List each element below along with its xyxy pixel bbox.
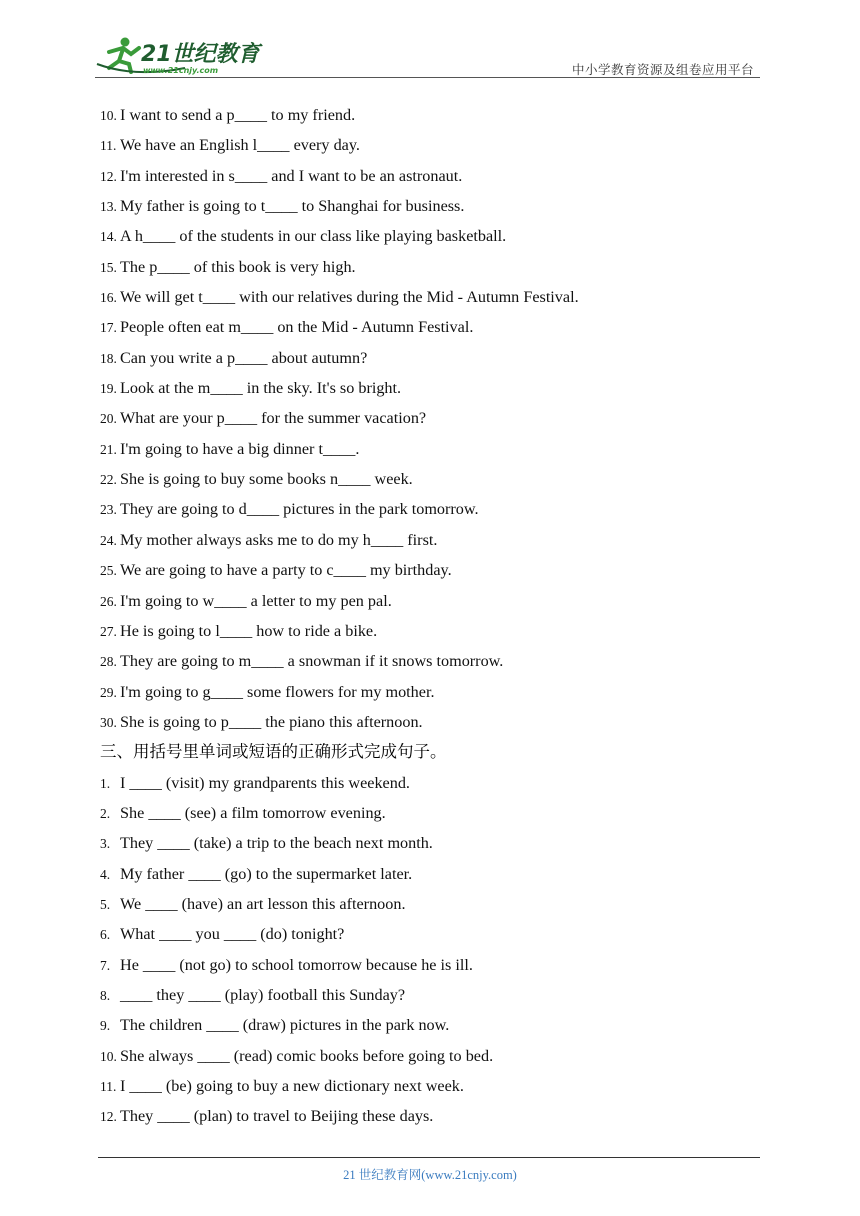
- question-item: [100, 105, 760, 135]
- question-text: I ____ (visit) my grandparents this weekend.: [120, 773, 410, 792]
- question-number: 12.: [100, 1109, 117, 1125]
- question-text: She is going to buy some books n____ week.: [120, 470, 413, 489]
- question-number: 27.: [100, 623, 117, 639]
- question-number: 11.: [100, 1079, 117, 1094]
- question-text: I'm interested in s____ and I want to be an astronaut.: [120, 166, 463, 185]
- question-number: 18.: [100, 350, 117, 366]
- question-number: 26.: [100, 593, 117, 609]
- question-text: She is going to p____ the piano this afternoon.: [120, 712, 423, 731]
- question-text: My father ____ (go) to the supermarket later.: [120, 864, 413, 883]
- question-text: We have an English l____ every day.: [120, 136, 360, 155]
- question-number: 14.: [100, 229, 117, 245]
- logo-url-text: www.21cnjy.com: [143, 66, 219, 75]
- section-3-title: 三、用括号里单词或短语的正确形式完成句子。: [100, 742, 447, 762]
- question-text: My mother always asks me to do my h____ first.: [120, 530, 438, 549]
- question-number: 16.: [100, 290, 117, 306]
- question-number: 19.: [100, 381, 117, 397]
- question-number: 29.: [100, 684, 117, 700]
- question-item: [100, 530, 760, 560]
- question-item: [100, 924, 760, 954]
- question-item: [100, 196, 760, 226]
- question-item: [100, 469, 760, 499]
- site-logo: [95, 34, 265, 76]
- worksheet-content: [100, 105, 760, 1137]
- footer-source: 21 世纪教育网(www.21cnjy.com): [343, 1168, 517, 1182]
- footer-divider: [98, 1157, 760, 1158]
- question-text: I want to send a p____ to my friend.: [120, 106, 356, 124]
- question-item: [100, 1076, 760, 1106]
- question-number: 9.: [100, 1018, 111, 1034]
- question-item: [100, 439, 760, 469]
- question-item: [100, 166, 760, 196]
- question-number: 11.: [100, 138, 117, 154]
- question-number: 2.: [100, 805, 111, 821]
- question-number: 6.: [100, 927, 111, 943]
- question-number: 10.: [100, 1048, 117, 1064]
- question-item: [100, 257, 760, 287]
- question-text: They are going to d____ pictures in the park tomorrow.: [120, 500, 479, 519]
- question-item: [100, 651, 760, 681]
- question-text: I'm going to w____ a letter to my pen pal.: [120, 591, 392, 610]
- question-text: We ____ (have) an art lesson this afternoon.: [120, 894, 406, 913]
- question-text: They are going to m____ a snowman if it snows tomorrow.: [120, 652, 504, 671]
- question-number: 7.: [100, 957, 111, 973]
- question-item: [100, 408, 760, 438]
- question-item: [100, 1015, 760, 1045]
- question-text: What are your p____ for the summer vacation?: [120, 409, 427, 428]
- question-number: 5.: [100, 896, 111, 912]
- question-text: The p____ of this book is very high.: [120, 257, 356, 276]
- question-item: [100, 1106, 760, 1136]
- question-item: [100, 287, 760, 317]
- question-text: Can you write a p____ about autumn?: [120, 348, 368, 367]
- question-number: 23.: [100, 502, 117, 518]
- question-text: People often eat m____ on the Mid - Autumn Festival.: [120, 318, 474, 337]
- question-item: [100, 135, 760, 165]
- question-item: [100, 621, 760, 651]
- question-item: [100, 803, 760, 833]
- question-text: I'm going to have a big dinner t____.: [120, 439, 360, 458]
- question-text: A h____ of the students in our class like playing basketball.: [120, 227, 507, 246]
- question-number: 4.: [100, 866, 111, 882]
- question-item: [100, 712, 760, 742]
- question-item: [100, 348, 760, 378]
- question-text: What ____ you ____ (do) tonight?: [120, 925, 345, 944]
- question-number: 25.: [100, 563, 117, 579]
- question-number: 10.: [100, 108, 117, 123]
- question-number: 15.: [100, 259, 117, 275]
- page-header: [95, 30, 760, 80]
- question-item: [100, 864, 760, 894]
- question-item: [100, 1046, 760, 1076]
- question-text: She ____ (see) a film tomorrow evening.: [120, 803, 386, 822]
- question-item: [100, 591, 760, 621]
- question-number: 21.: [100, 441, 117, 457]
- question-text: My father is going to t____ to Shanghai for business.: [120, 197, 465, 216]
- question-item: [100, 833, 760, 863]
- question-text: They ____ (take) a trip to the beach next month.: [120, 834, 433, 853]
- header-divider: [95, 77, 760, 78]
- question-number: 8.: [100, 987, 111, 1003]
- question-number: 3.: [100, 836, 111, 852]
- question-text: We will get t____ with our relatives during the Mid - Autumn Festival.: [120, 288, 579, 307]
- question-text: I'm going to g____ some flowers for my mother.: [120, 682, 435, 701]
- question-item: [100, 773, 760, 803]
- question-text: We are going to have a party to c____ my birthday.: [120, 561, 452, 580]
- question-number: 30.: [100, 714, 117, 730]
- question-item: [100, 378, 760, 408]
- part2-list: [100, 105, 760, 742]
- question-item: [100, 682, 760, 712]
- question-item: [100, 226, 760, 256]
- question-text: He ____ (not go) to school tomorrow because he is ill.: [120, 955, 473, 974]
- question-text: They ____ (plan) to travel to Beijing these days.: [120, 1107, 434, 1126]
- question-item: [100, 499, 760, 529]
- question-number: 17.: [100, 320, 117, 336]
- question-text: ____ they ____ (play) football this Sunday?: [120, 985, 406, 1004]
- question-item: [100, 317, 760, 347]
- header-slogan: 中小学教育资源及组卷应用平台: [571, 62, 754, 77]
- question-item: [100, 560, 760, 590]
- question-number: 12.: [100, 168, 117, 184]
- question-item: [100, 894, 760, 924]
- question-text: She always ____ (read) comic books before going to bed.: [120, 1046, 494, 1065]
- question-item: [100, 955, 760, 985]
- question-number: 22.: [100, 472, 117, 488]
- question-number: 13.: [100, 199, 117, 215]
- question-number: 24.: [100, 532, 117, 548]
- logo-brand-text: 21世纪教育: [141, 42, 260, 67]
- question-text: He is going to l____ how to ride a bike.: [120, 621, 378, 640]
- question-number: 20.: [100, 411, 117, 427]
- question-text: Look at the m____ in the sky. It's so bright.: [120, 379, 402, 398]
- part3-list: [100, 773, 760, 1137]
- question-number: 28.: [100, 654, 117, 670]
- question-text: The children ____ (draw) pictures in the park now.: [120, 1016, 450, 1035]
- question-item: [100, 985, 760, 1015]
- question-number: 1.: [100, 775, 111, 791]
- question-text: I ____ (be) going to buy a new dictionary next week.: [120, 1077, 464, 1095]
